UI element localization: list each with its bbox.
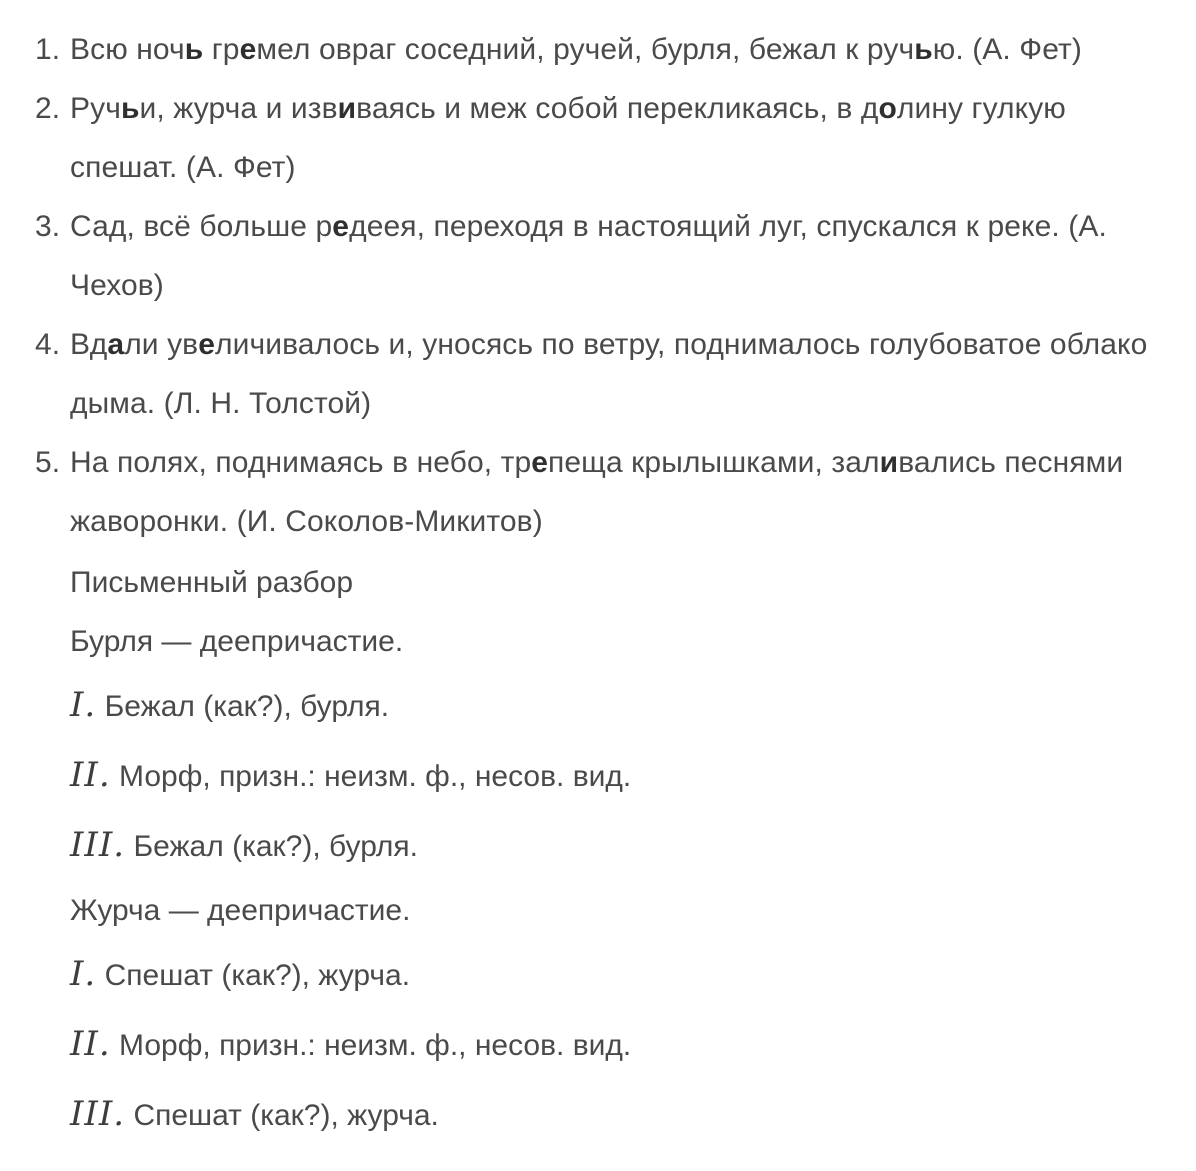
roman-numeral: III. (70, 1094, 126, 1134)
highlighted-letter: е (239, 33, 257, 66)
text-fragment: лину гулкую спешат. (А. Фет) (70, 92, 1066, 184)
list-item (0, 79, 1196, 197)
text-fragment: личивалось и, уносясь по ветру, поднималось голубоватое облако дыма. (Л. Н. Толстой) (70, 328, 1148, 420)
text-fragment: вались песнями жаворонки. (И. Соколов-Микитов) (70, 446, 1124, 538)
step-text: Спешат (как?), журча. (104, 959, 411, 992)
text-fragment: ю. (А. Фет) (932, 33, 1082, 66)
list-item (0, 20, 1196, 79)
sentence-list (0, 20, 1196, 551)
text-fragment: ли ув (124, 328, 199, 361)
highlighted-letter: о (878, 92, 897, 125)
item-number: 2. (35, 92, 61, 125)
roman-numeral: II. (70, 1024, 111, 1064)
list-item (0, 315, 1196, 433)
written-analysis (70, 553, 1170, 1150)
highlighted-letter: е (531, 446, 549, 479)
text-fragment: Вд (70, 328, 108, 361)
analysis-step (70, 940, 1170, 1010)
highlighted-letter: е (198, 328, 216, 361)
text-fragment: ваясь и меж собой перекликаясь, в д (356, 92, 879, 125)
highlighted-letter: ь (914, 33, 933, 66)
roman-numeral: I. (70, 954, 97, 994)
highlighted-letter: а (107, 328, 125, 361)
sentence-text (70, 210, 1107, 302)
analysis-step (70, 811, 1170, 881)
highlighted-letter: и (879, 446, 899, 479)
text-fragment: Руч (70, 92, 121, 125)
item-number: 1. (35, 33, 61, 66)
roman-numeral: III. (70, 825, 126, 865)
step-text: Спешат (как?), журча. (133, 1099, 439, 1132)
analysis-step (70, 671, 1170, 741)
highlighted-letter: е (332, 210, 350, 243)
block-title: Журча — деепричастие. (70, 894, 411, 927)
list-item (0, 433, 1196, 551)
sentence-text (70, 328, 1147, 420)
sentence-text (70, 446, 1123, 538)
analysis-step (70, 1010, 1170, 1080)
step-text: Бежал (как?), бурля. (104, 690, 390, 723)
text-fragment: Сад, всё больше р (70, 210, 333, 243)
highlighted-letter: ь (120, 92, 140, 125)
item-number: 5. (35, 446, 61, 479)
item-number: 4. (35, 328, 61, 361)
analysis-heading: Письменный разбор (70, 566, 354, 599)
text-fragment: деея, переходя в настоящий луг, спускался к реке. (А. Чехов) (70, 210, 1107, 302)
roman-numeral: II. (70, 755, 111, 795)
text-fragment: пеща крылышками, зал (548, 446, 880, 479)
text-fragment: гр (203, 33, 240, 66)
text-fragment: и, журча и изв (139, 92, 338, 125)
highlighted-letter: и (337, 92, 357, 125)
analysis-step (70, 741, 1170, 811)
item-number: 3. (35, 210, 61, 243)
sentence-text (70, 33, 1082, 66)
step-text: Бежал (как?), бурля. (133, 830, 418, 863)
text-fragment: Всю ноч (70, 33, 185, 66)
text-fragment: На полях, поднимаясь в небо, тр (70, 446, 532, 479)
highlighted-letter: ь (184, 33, 204, 66)
block-title: Бурля — деепричастие. (70, 625, 404, 658)
step-text: Морф, призн.: неизм. ф., несов. вид. (119, 1029, 632, 1062)
roman-numeral: I. (70, 685, 97, 725)
text-fragment: мел овраг соседний, ручей, бурля, бежал к руч (256, 33, 915, 66)
step-text: Морф, призн.: неизм. ф., несов. вид. (119, 760, 632, 793)
analysis-step (70, 1080, 1170, 1150)
sentence-text (70, 92, 1066, 184)
list-item (0, 197, 1196, 315)
